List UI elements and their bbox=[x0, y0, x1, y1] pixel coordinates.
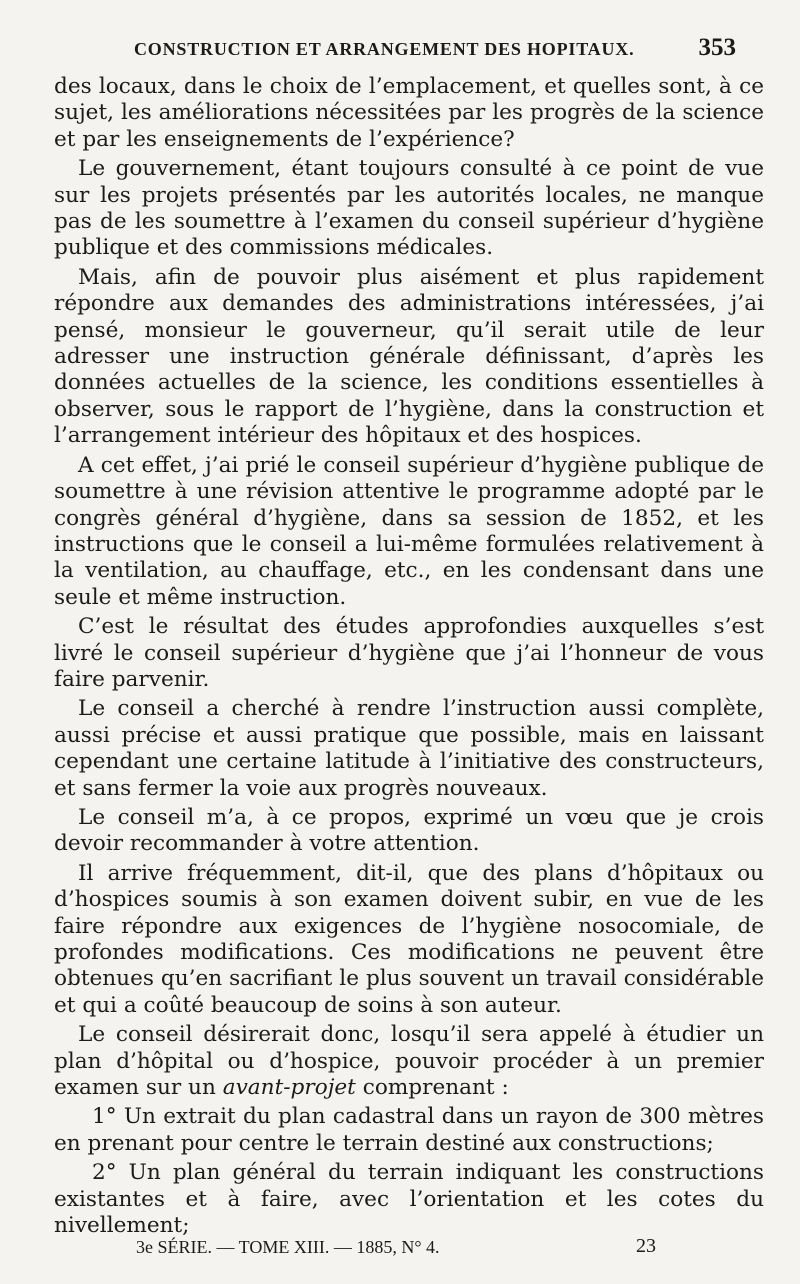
list-item-text: Un plan général du terrain indiquant les constructions existantes et à faire, avec l’orientation et les cotes du nivellement; bbox=[54, 1160, 765, 1239]
page-footer bbox=[136, 1233, 656, 1263]
paragraph: Il arrive fréquemment, dit-il, que des plans d’hôpitaux ou d’hospices soumis à son examen doivent subir, en vue de les faire répondre aux exigences de l’hygiène nosocomiale, de profondes modifications. Ces modifications ne peuvent être obtenues qu’en sacrifiant le plus souvent un travail considérable et qui a coûté beaucoup de soins à son auteur. bbox=[54, 860, 764, 1018]
list-item bbox=[54, 1160, 764, 1239]
intro-italic-term: avant-projet bbox=[222, 1075, 356, 1101]
paragraph: Le gouvernement, étant toujours consulté à ce point de vue sur les projets présentés par les autorités locales, ne manque pas de les soumettre à l’examen du conseil supérieur d’hygiène publique et des commissions médicales. bbox=[54, 156, 764, 261]
list-item-text: Un extrait du plan cadastral dans un rayon de 300 mètres en prenant pour centre le terrain destiné aux constructions; bbox=[54, 1104, 764, 1156]
paragraph: des locaux, dans le choix de l’emplacement, et quelles sont, à ce sujet, les améliorations nécessitées par les progrès de la science et par les enseignements de l’expérience? bbox=[54, 74, 764, 152]
running-header bbox=[56, 34, 736, 70]
paragraph: C’est le résultat des études approfondies auxquelles s’est livré le conseil supérieur d’hygiène que j’ai l’honneur de vous faire parvenir. bbox=[54, 614, 764, 692]
list-item bbox=[54, 1104, 764, 1157]
paragraph: A cet effet, j’ai prié le conseil supérieur d’hygiène publique de soumettre à une révision attentive le programme adopté par le congrès général d’hygiène, dans sa session de 1852, et les instructions que le conseil a lui-même formulées relativement à la ventilation, au chauffage, etc., en les condensant dans une seule et même instruction. bbox=[54, 452, 764, 610]
intro-paragraph bbox=[54, 1022, 764, 1101]
signature-mark: 23 bbox=[636, 1235, 656, 1257]
page-number: 353 bbox=[698, 34, 736, 61]
intro-text: Le conseil désirerait donc, losqu’il sera appelé à étudier un plan d’hôpital ou d’hospice, pouvoir procéder à un premier examen sur un bbox=[54, 1022, 764, 1101]
list-marker: 1° bbox=[92, 1104, 117, 1130]
paragraph: Le conseil m’a, à ce propos, exprimé un vœu que je crois devoir recommander à votre attention. bbox=[54, 804, 764, 857]
paragraph: Le conseil a cherché à rendre l’instruction aussi complète, aussi précise et aussi pratique que possible, mais en laissant cependant une certaine latitude à l’initiative des constructeurs, et sans fermer la voie aux progrès nouveaux. bbox=[54, 696, 764, 801]
list-marker: 2° bbox=[92, 1160, 117, 1186]
running-title: CONSTRUCTION ET ARRANGEMENT DES HOPITAUX. bbox=[134, 39, 635, 59]
paragraph: Mais, afin de pouvoir plus aisément et plus rapidement répondre aux demandes des administrations intéressées, j’ai pensé, monsieur le gouverneur, qu’il serait utile de leur adresser une instruction générale définissant, d’après les données actuelles de la science, les conditions essentielles à observer, sous le rapport de l’hygiène, dans la construction et l’arrangement intérieur des hôpitaux et des hospices. bbox=[54, 264, 764, 449]
series-info: 3e SÉRIE. — TOME XIII. — 1885, N° 4. bbox=[136, 1237, 440, 1257]
intro-text-end: comprenant : bbox=[355, 1075, 509, 1101]
body-text bbox=[54, 74, 764, 1242]
